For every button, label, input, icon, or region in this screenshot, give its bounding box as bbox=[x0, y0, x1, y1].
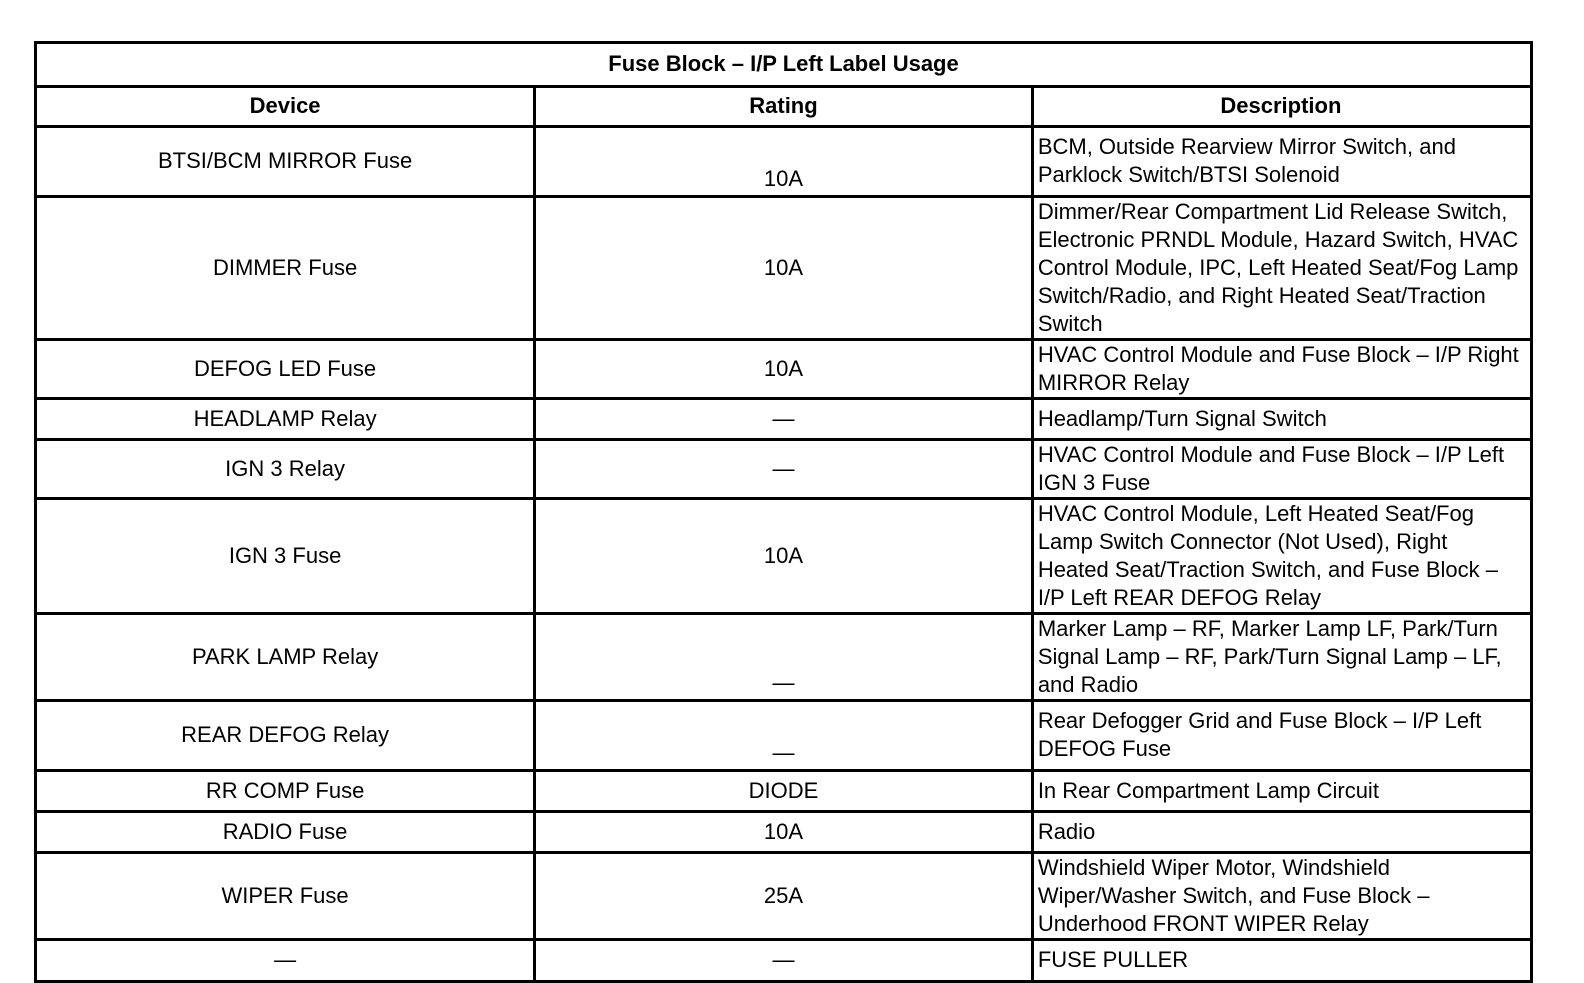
device-cell: RADIO Fuse bbox=[37, 811, 535, 852]
rating-cell: 10A bbox=[535, 196, 1033, 339]
column-header-rating: Rating bbox=[535, 86, 1033, 126]
column-header-device: Device bbox=[37, 86, 535, 126]
header-row bbox=[37, 86, 1530, 126]
table-row bbox=[37, 811, 1530, 852]
rating-cell: DIODE bbox=[535, 770, 1033, 811]
table-row bbox=[37, 613, 1530, 700]
table-row bbox=[37, 398, 1530, 439]
table-row bbox=[37, 196, 1530, 339]
table-title: Fuse Block – I/P Left Label Usage bbox=[37, 44, 1530, 86]
table-row bbox=[37, 770, 1530, 811]
device-cell: IGN 3 Relay bbox=[37, 439, 535, 498]
rating-cell: 10A bbox=[535, 811, 1033, 852]
rating-cell: — bbox=[535, 613, 1033, 700]
device-cell: WIPER Fuse bbox=[37, 852, 535, 939]
table-row bbox=[37, 852, 1530, 939]
table-row bbox=[37, 439, 1530, 498]
title-row bbox=[37, 44, 1530, 86]
label-usage-table bbox=[37, 44, 1530, 980]
fuse-block-table bbox=[34, 41, 1533, 983]
description-cell: Dimmer/Rear Compartment Lid Release Switch, Electronic PRNDL Module, Hazard Switch, HVAC Control Module, IPC, Left Heated Seat/Fog Lamp Switch/Radio, and Right Heated Seat/Traction Switch bbox=[1032, 196, 1530, 339]
device-cell: DEFOG LED Fuse bbox=[37, 339, 535, 398]
device-cell: RR COMP Fuse bbox=[37, 770, 535, 811]
description-cell: Radio bbox=[1032, 811, 1530, 852]
table-row bbox=[37, 339, 1530, 398]
rating-cell: 10A bbox=[535, 339, 1033, 398]
rating-cell: 10A bbox=[535, 126, 1033, 196]
description-cell: BCM, Outside Rearview Mirror Switch, and Parklock Switch/BTSI Solenoid bbox=[1032, 126, 1530, 196]
device-cell: REAR DEFOG Relay bbox=[37, 700, 535, 770]
description-cell: HVAC Control Module, Left Heated Seat/Fog Lamp Switch Connector (Not Used), Right Heated Seat/Traction Switch, and Fuse Block – I/P Left REAR DEFOG Relay bbox=[1032, 498, 1530, 613]
device-cell: IGN 3 Fuse bbox=[37, 498, 535, 613]
description-cell: Marker Lamp – RF, Marker Lamp LF, Park/Turn Signal Lamp – RF, Park/Turn Signal Lamp – LF, and Radio bbox=[1032, 613, 1530, 700]
rating-cell: 25A bbox=[535, 852, 1033, 939]
description-cell: HVAC Control Module and Fuse Block – I/P Right MIRROR Relay bbox=[1032, 339, 1530, 398]
description-cell: Windshield Wiper Motor, Windshield Wiper/Washer Switch, and Fuse Block – Underhood FRONT WIPER Relay bbox=[1032, 852, 1530, 939]
column-header-description: Description bbox=[1032, 86, 1530, 126]
table-row bbox=[37, 498, 1530, 613]
description-cell: FUSE PULLER bbox=[1032, 939, 1530, 980]
description-cell: In Rear Compartment Lamp Circuit bbox=[1032, 770, 1530, 811]
description-cell: HVAC Control Module and Fuse Block – I/P Left IGN 3 Fuse bbox=[1032, 439, 1530, 498]
device-cell: BTSI/BCM MIRROR Fuse bbox=[37, 126, 535, 196]
rating-cell: — bbox=[535, 398, 1033, 439]
rating-cell: — bbox=[535, 939, 1033, 980]
device-cell: HEADLAMP Relay bbox=[37, 398, 535, 439]
description-cell: Headlamp/Turn Signal Switch bbox=[1032, 398, 1530, 439]
table-row bbox=[37, 939, 1530, 980]
table-row bbox=[37, 126, 1530, 196]
description-cell: Rear Defogger Grid and Fuse Block – I/P Left DEFOG Fuse bbox=[1032, 700, 1530, 770]
device-cell: — bbox=[37, 939, 535, 980]
table-row bbox=[37, 700, 1530, 770]
device-cell: PARK LAMP Relay bbox=[37, 613, 535, 700]
rating-cell: 10A bbox=[535, 498, 1033, 613]
device-cell: DIMMER Fuse bbox=[37, 196, 535, 339]
rating-cell: — bbox=[535, 700, 1033, 770]
rating-cell: — bbox=[535, 439, 1033, 498]
